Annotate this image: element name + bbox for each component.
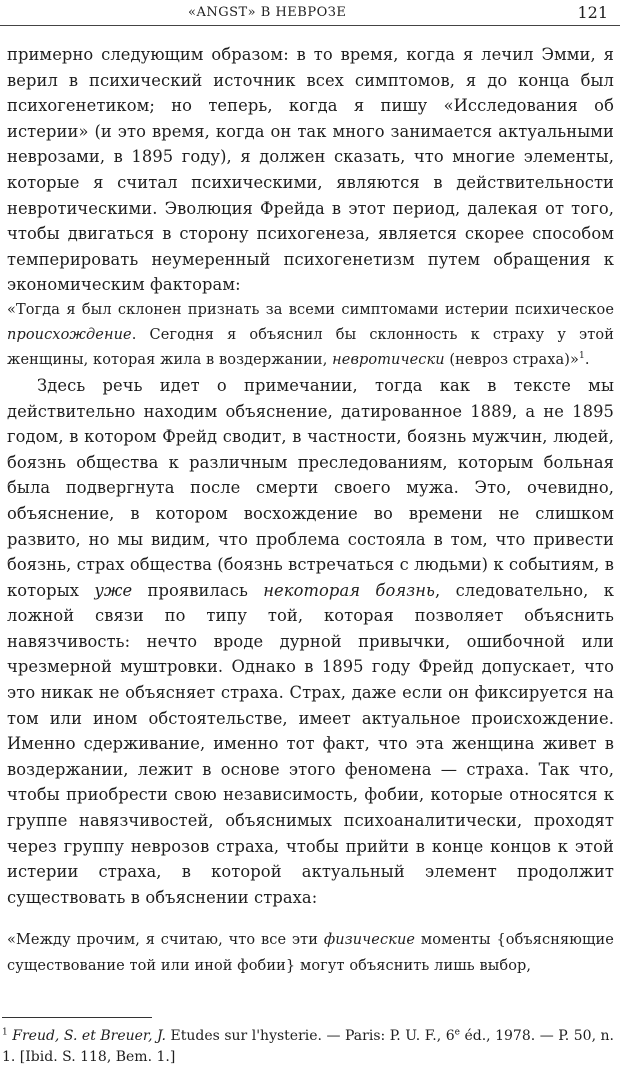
emphasis: физические: [323, 932, 416, 949]
emphasis: уже: [94, 580, 133, 600]
footnote-rule: [2, 1017, 152, 1018]
running-header: [0, 0, 620, 26]
emphasis: некоторая боязнь: [263, 580, 436, 600]
main-text: [7, 42, 614, 979]
footnote-number: 1: [2, 1027, 8, 1038]
emphasis: происхождение: [7, 326, 132, 343]
running-title: «ANGST» В НЕВРОЗЕ: [188, 5, 347, 20]
emphasis: невротически: [332, 351, 445, 368]
footnote-ref[interactable]: 1: [579, 351, 585, 362]
block-quote-2: «Между прочим, я считаю, что все эти физические моменты {объясняющие существование той или иной фобии} могут объяснить лишь выбор,: [7, 932, 614, 974]
footnote: $^1$ Freud, S. et Breuer, J. Etudes sur l'hysterie. — Paris: P. U. F., 6e éd., 1978. — P. 50, n. 1. [Ibid. S. 118, Bem. 1.]: [2, 1027, 614, 1065]
page-number: 121: [577, 3, 608, 22]
paragraph-1: примерно следующим образом: в то время, когда я лечил Эмми, я верил в психический источник всех симптомов, я до конца был психогенетиком; но теперь, когда я пишу «Исследования об истерии» (и это время, когда он так много занимается актуальными неврозами, в 1895 году), я должен сказать, что многие элементы, которые я считал психическими, являются в действительности невротическими. Эволюция Фрейда в этот период, далекая от того, чтобы двигаться в сторону психогенеза, является скорее способом темперировать неумеренный психогенетизм путем обращения к экономическим факторам:: [7, 45, 614, 295]
header-rule: [0, 25, 620, 26]
paragraph-2: Здесь речь идет о примечании, тогда как в тексте мы действительно находим объяснение, датированное 1889, а не 1895 годом, в котором Фрейд сводит, в частности, боязнь мужчин, людей, боязнь общества к различным преследованиям, которым больная была подвергнута после смерти своего мужа. Это, очевидно, объяснение, в котором восхождение во времени не слишком развито, но мы видим, что проблема состояла в том, что привести боязнь, страх общества (боязнь встречаться с людьми) к событиям, в которых уже проявилась некоторая боязнь, следовательно, к ложной связи по типу той, которая позволяет объяснить навязчивость: нечто вроде дурной привычки, ошибочной или чрезмерной муштровки. Однако в 1895 году Фрейд допускает, что это никак не объясняет страха. Страх, даже если он фиксируется на том или ином обстоятельстве, имеет актуальное происхождение. Именно сдерживание, именно тот факт, что эта женщина живет в воздержании, лежит в основе этого феномена — страха. Так что, чтобы приобрести свою независимость, фобии, которые относятся к группе навязчивостей, объяснимых психоаналитически, проходят через группу неврозов страха, чтобы прийти в конце концов к этой истерии страха, в которой актуальный элемент продолжит существовать в объяснении страха:: [7, 375, 615, 907]
footnote-authors: Freud, S. et Breuer, J.: [12, 1028, 167, 1044]
block-quote-1: «Тогда я был склонен признать за всеми симптомами истерии психическое происхождение. Сегодня я объяснил бы склонность к страху у этой женщины, которая жила в воздержании, невротически (невроз страха)»$^1$.: [7, 301, 614, 368]
